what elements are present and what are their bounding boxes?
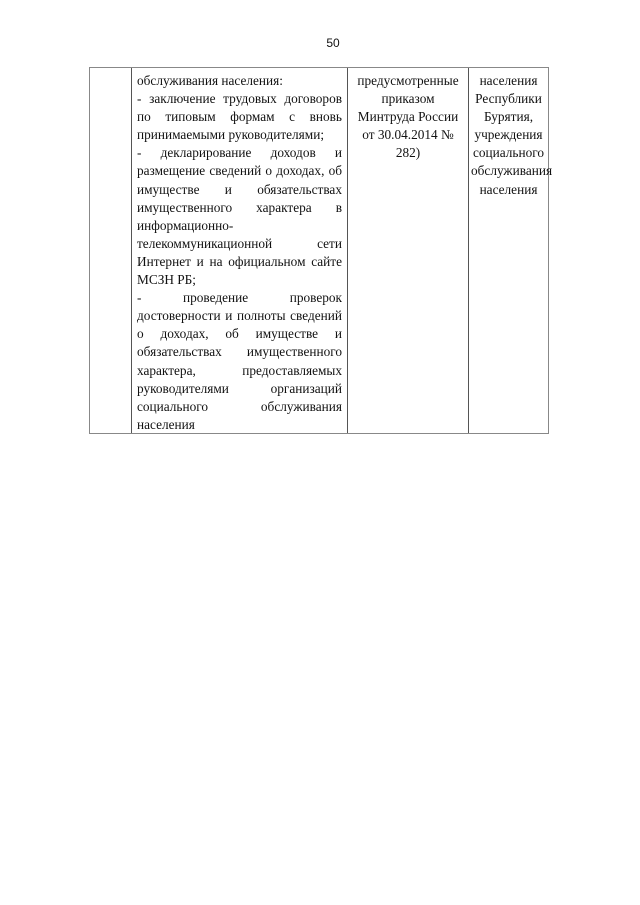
text-line: Бурятия, [483,109,534,125]
text-line: информационно- [137,217,234,233]
text-line: имущественного характера в [137,199,342,215]
text-line: приказом [381,91,435,107]
text-line: обслуживания [471,163,553,179]
text-line: характера, предоставляемых [137,362,342,378]
text-line: Интернет и на официальном сайте [137,253,342,269]
text-line: достоверности и полноты сведений [137,308,342,324]
text-line: Минтруда России [357,109,459,125]
text-line: Республики [475,91,542,107]
text-line: руководителями организаций [137,380,342,396]
text-line: населения [479,73,538,88]
text-line: 282) [395,145,421,161]
text-line: о доходах, об имуществе и [137,326,342,342]
table-cell-number [90,68,132,433]
page-number: 50 [326,36,340,50]
text-line: МСЗН РБ; [137,272,197,288]
text-line: - декларирование доходов и [137,145,342,161]
table-cell-basis [348,68,469,433]
text-line: - заключение трудовых договоров [137,91,342,107]
text-line: по типовым формам с вновь [137,109,342,125]
text-line: обязательствах имущественного [137,344,342,360]
text-line: населения [137,416,195,432]
text-line: социального обслуживания [137,398,342,414]
table-cell-measures [132,68,348,433]
text-line: обслуживания населения: [137,73,283,88]
text-line: предусмотренные [357,73,459,88]
text-line: учреждения [474,127,543,143]
text-line: от 30.04.2014 № [362,127,454,143]
text-line: социального [472,145,545,161]
table-cell-responsible [469,68,553,433]
text-line: населения [479,181,538,197]
text-line: телекоммуникационной сети [137,235,342,251]
text-line: принимаемыми руководителями; [137,127,325,143]
text-line: имуществе и обязательствах [137,181,342,197]
document-table [89,67,553,434]
text-line: размещение сведений о доходах, об [137,163,342,179]
text-line: - проведение проверок [137,290,342,306]
